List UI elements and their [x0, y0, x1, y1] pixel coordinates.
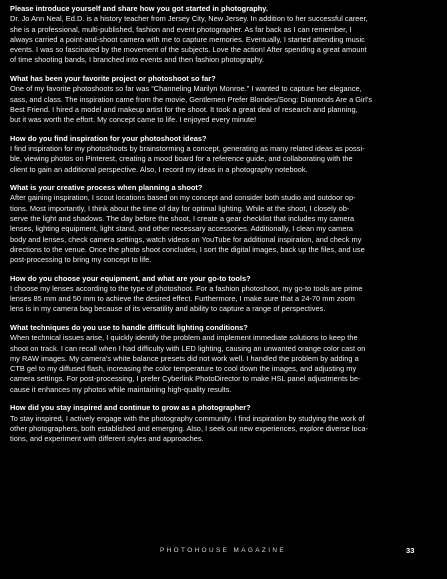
answer-line: events. I was so fascinated by the movement of the subjects. Love the action! After spending a great amount [10, 45, 367, 55]
answer-line: sass, and class. The inspiration came from the movie, Gentlemen Prefer Blondes/Song: Diamonds Are a Girl’s [10, 94, 373, 104]
page-footer [0, 547, 447, 559]
answer-line: serve the light and shadows. The day before the shoot, I create a gear checklist that includes my camera [10, 213, 355, 223]
question-heading: How did you stay inspired and continue to grow as a photographer? [10, 403, 251, 413]
answer-line: lenses, lighting equipment, light stand, and other necessary accessories. Additionally, I clean my camera [10, 224, 353, 234]
qa-section [10, 183, 440, 265]
page-number: 33 [406, 546, 415, 555]
qa-section [10, 274, 440, 315]
answer-line: directions to the venue. Once the photo shoot concludes, I sort the digital images, back up the files, and use [10, 244, 365, 254]
qa-section [10, 4, 440, 66]
answer-paragraph [10, 144, 440, 175]
answer-line: tions, and experiment with different styles and approaches. [10, 434, 204, 444]
answer-line: lens is in my camera bag because of its versatility and ability to capture a range of perspectives. [10, 304, 326, 314]
qa-section [10, 403, 440, 444]
answer-line: client to gain an additional perspective. Also, I record my ideas in a photography notebook. [10, 164, 308, 174]
answer-line: of time shooting bands, I branched into events and then fashion photography. [10, 55, 265, 65]
answer-line: After gaining inspiration, I scout locations based on my concept and consider both studio and outdoor op- [10, 193, 356, 203]
answer-line: When technical issues arise, I quickly identify the problem and implement immediate solutions to keep the [10, 333, 358, 343]
answer-line: Dr. Jo Ann Neal, Ed.D. is a history teacher from Jersey City, New Jersey. In addition to her successful career, [10, 14, 368, 24]
answer-line: Best Friend. I hired a model and makeup artist for the shoot. It took a great deal of research and planning, [10, 104, 358, 114]
question-heading: What techniques do you use to handle difficult lighting conditions? [10, 322, 248, 332]
answer-line: cause it enhances my photos while maintaining high-quality results. [10, 384, 232, 394]
answer-paragraph [10, 193, 440, 265]
answer-line: post-processing to bring my concept to life. [10, 255, 152, 265]
answer-line: always carried a point-and-shoot camera with me to capture memories. Eventually, I started attending music [10, 34, 365, 44]
article-body [10, 4, 440, 453]
answer-paragraph [10, 14, 440, 65]
answer-line: CTB gel to my diffused flash, increasing the color temperature to cool down the images, and adjusting my [10, 364, 357, 374]
question-heading: How do you choose your equipment, and what are your go-to tools? [10, 273, 251, 283]
answer-line: shoot on track. I can recall when I had difficulty with LED lighting, causing an unwanted orange color cast on [10, 343, 366, 353]
question-heading: Please introduce yourself and share how you got started in photography. [10, 4, 268, 13]
answer-line: body and lenses, check camera settings, watch videos on YouTube for additional inspiration, and check my [10, 234, 362, 244]
qa-section [10, 134, 440, 175]
answer-line: tions. Most importantly, I think about the time of day for optimal lighting. While at the shoot, I closely ob- [10, 203, 350, 213]
answer-line: other photographers, both established and emerging. Also, I seek out new experiences, explore diverse loca- [10, 423, 368, 433]
answer-paragraph [10, 333, 440, 395]
answer-paragraph [10, 414, 440, 445]
answer-line: but it was worth the effort. My concept came to life. I enjoyed every minute! [10, 115, 257, 125]
answer-line: camera settings. For post-processing, I prefer Cyberlink PhotoDirector to make HSL panel adjustments be- [10, 374, 361, 384]
question-heading: What has been your favorite project or photoshoot so far? [10, 73, 216, 83]
answer-line: I choose my lenses according to the type of photoshoot. For a fashion photoshoot, my go-to tools are prime [10, 283, 363, 293]
question-heading: How do you find inspiration for your photoshoot ideas? [10, 133, 207, 143]
answer-paragraph [10, 284, 440, 315]
qa-section [10, 323, 440, 395]
answer-line: she is a professional, multi-published, fashion and event photographer. As far back as I can remember, I [10, 24, 352, 34]
answer-line: my RAW images. My camera’s white balance presets did not work well. I handled the problem by adding a [10, 353, 359, 363]
answer-line: lenses 85 mm and 50 mm to achieve the desired effect. Furthermore, I make sure that a 24-70 mm zoom [10, 294, 355, 304]
answer-line: ble, viewing photos on Pinterest, creating a mood board for a reference guide, and collaborating with the [10, 154, 353, 164]
answer-line: To stay inspired, I actively engage with the photography community. I find inspiration by studying the work of [10, 413, 365, 423]
question-heading: What is your creative process when planning a shoot? [10, 183, 203, 193]
magazine-name: PHOTOHOUSE MAGAZINE [160, 547, 287, 554]
qa-section [10, 74, 440, 125]
answer-line: I find inspiration for my photoshoots by brainstorming a concept, generating as many related ideas as possi- [10, 143, 365, 153]
answer-line: One of my favorite photoshoots so far was “Channeling Marilyn Monroe.” I wanted to capture her elegance, [10, 84, 362, 94]
answer-paragraph [10, 84, 440, 125]
